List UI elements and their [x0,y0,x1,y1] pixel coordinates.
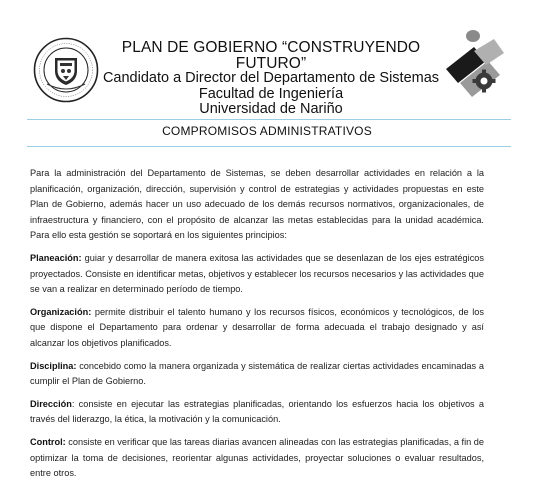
faculty-line: Facultad de Ingeniería [198,85,344,102]
plan-title: PLAN DE GOBIERNO “CONSTRUYENDO FUTURO” [121,39,421,72]
principle-text: permite distribuir el talento humano y los recursos físicos, económicos y tecnológicos, de los que dispone el Departamento para ordenar y desarrollar de forma adecuada el trabajo designado y así alcanzar los objetivos planificados. [30,306,484,348]
principle-control [30,435,484,482]
principle-text: concebido como la manera organizada y sistemática de realizar ciertas actividades encaminadas a cumplir el Plan de Gobierno. [30,360,484,387]
section-divider [27,146,511,147]
systems-gear-logo-icon [440,25,510,105]
principle-organizacion [30,305,484,352]
university-line: Universidad de Nariño [199,101,343,117]
principle-term: Planeación: [30,252,82,263]
section-title: COMPROMISOS ADMINISTRATIVOS [162,124,372,138]
university-seal-icon [33,37,99,103]
document-header [96,40,446,118]
principle-planeacion [30,251,484,298]
principle-term: Disciplina: [30,360,77,371]
principle-term: Organización: [30,306,92,317]
principle-direccion [30,397,484,428]
principle-text: consiste en verificar que las tareas diarias avancen alineadas con las estrategias planificadas, a fin de optimizar la toma de decisiones, reorientar algunas actividades, proyectar soluciones o evaluar resultados, entre otros. [30,436,484,479]
principle-term: Dirección [30,398,72,409]
intro-paragraph: Para la administración del Departamento de Sistemas, se deben desarrollar actividades en relación a la planificación, organización, dirección, supervisión y control de estrategias y actividades propuestas en este Plan de Gobierno, además hacer un uso adecuado de los demás recursos normativos, organizacionales, de infraestructura y financiero, con el propósito de alcanzar las metas establecidas para la unidad académica. Para ello esta gestión se soportará en los siguientes principios: [30,168,484,241]
principle-disciplina [30,359,484,390]
candidate-line: Candidato a Director del Departamento de Sistemas [102,70,440,86]
principle-text: guiar y desarrollar de manera exitosa las actividades que se desenlazan de los ejes estratégicos proyectados. Consiste en identificar metas, objetivos y establecer los recursos necesarios y las actividades que se van a realizar en determinado período de tiempo. [30,252,484,295]
principle-text: : consiste en ejecutar las estrategias planificadas, orientando los esfuerzos hacia los objetivos a través del liderazgo, la ética, la motivación y la comunicación. [30,398,484,425]
document-body [30,166,484,489]
header-divider [27,119,511,120]
principle-term: Control: [30,436,66,447]
